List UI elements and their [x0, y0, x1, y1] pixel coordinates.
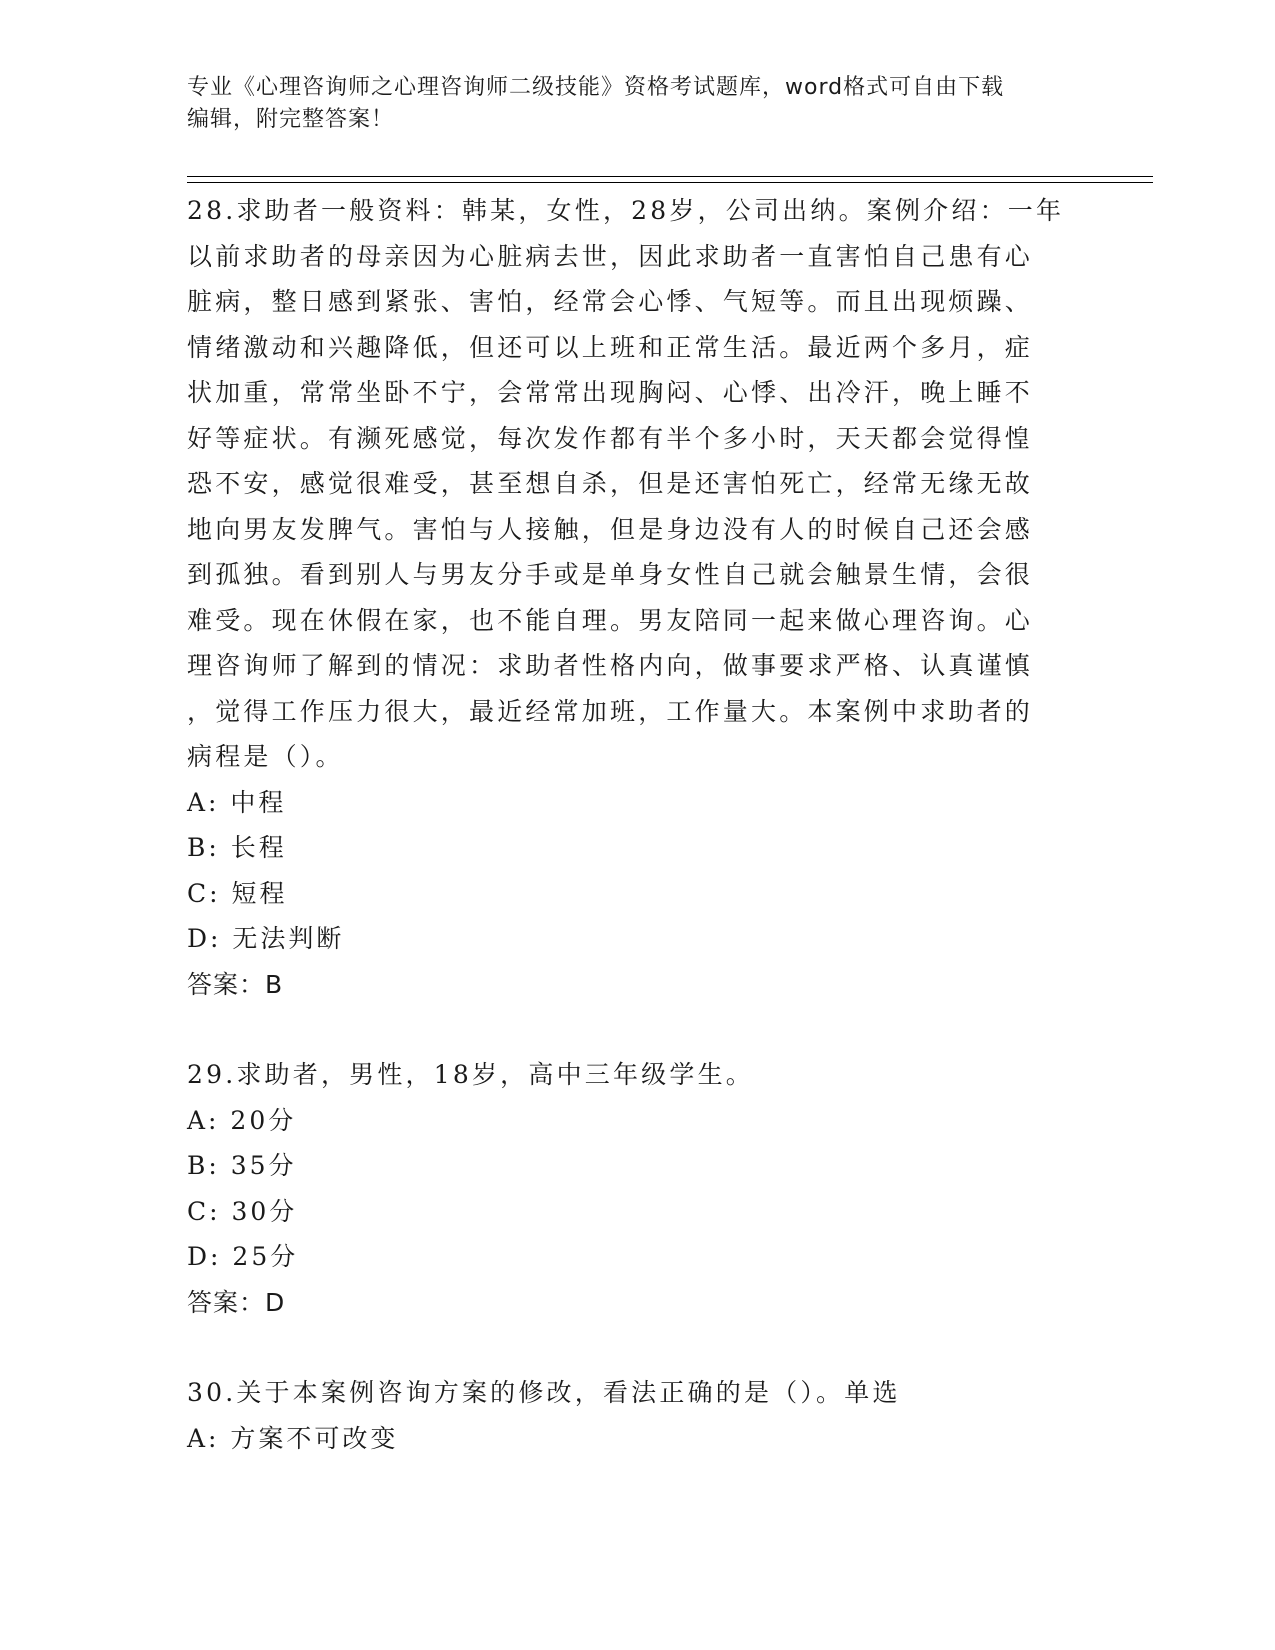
question-line: 30.关于本案例咨询方案的修改，看法正确的是（）。单选	[187, 1378, 901, 1407]
document-header	[187, 72, 1067, 136]
question-text	[187, 1052, 1067, 1098]
question-line: 28.求助者一般资料：韩某，女性，28岁，公司出纳。案例介绍：一年	[187, 196, 1065, 225]
option-a: A: 中程	[187, 787, 287, 817]
option-c: C: 短程	[187, 878, 288, 908]
question-line: 理咨询师了解到的情况：求助者性格内向，做事要求严格、认真谨慎	[187, 651, 1034, 680]
question-line: 恐不安，感觉很难受，甚至想自杀，但是还害怕死亡，经常无缘无故	[187, 469, 1034, 498]
option-d: D: 25分	[187, 1242, 299, 1271]
question-30	[187, 1370, 1087, 1461]
spacer	[187, 1007, 1087, 1052]
question-text	[187, 188, 1067, 780]
question-line: 情绪激动和兴趣降低，但还可以上班和正常生活。最近两个多月，症	[187, 332, 1034, 362]
header-line-1: 专业《心理咨询师之心理咨询师二级技能》资格考试题库，word格式可自由下载	[187, 75, 1005, 100]
question-29	[187, 1052, 1087, 1325]
question-list	[187, 188, 1087, 1461]
question-line: 以前求助者的母亲因为心脏病去世，因此求助者一直害怕自己患有心	[187, 241, 1034, 271]
option-b: B: 长程	[187, 833, 287, 862]
header-rule-bottom	[187, 182, 1153, 183]
question-text	[187, 1370, 1067, 1416]
question-line: 病程是（）。	[187, 742, 344, 771]
option-d: D: 无法判断	[187, 924, 345, 953]
question-line: 难受。现在休假在家，也不能自理。男友陪同一起来做心理咨询。心	[187, 605, 1034, 635]
spacer	[187, 1325, 1087, 1370]
answer-text: 答案：D	[187, 1287, 286, 1317]
question-line: ，觉得工作压力很大，最近经常加班，工作量大。本案例中求助者的	[187, 696, 1034, 726]
question-line: 状加重，常常坐卧不宁，会常常出现胸闷、心悸、出冷汗，晚上睡不	[187, 378, 1034, 407]
question-line: 29.求助者，男性，18岁，高中三年级学生。	[187, 1060, 754, 1089]
header-line-2: 编辑，附完整答案！	[187, 107, 395, 132]
question-28	[187, 188, 1087, 1007]
option-b: B: 35分	[187, 1151, 297, 1180]
question-line: 脏病，整日感到紧张、害怕，经常会心悸、气短等。而且出现烦躁、	[187, 287, 1034, 316]
question-line: 地向男友发脾气。害怕与人接触，但是身边没有人的时候自己还会感	[187, 514, 1034, 544]
option-c: C: 30分	[187, 1196, 298, 1226]
question-line: 到孤独。看到别人与男友分手或是单身女性自己就会触景生情，会很	[187, 560, 1034, 589]
answer-text: 答案：B	[187, 969, 284, 999]
header-rule-top	[187, 176, 1153, 177]
option-a: A: 20分	[187, 1105, 297, 1135]
question-line: 好等症状。有濒死感觉，每次发作都有半个多小时，天天都会觉得惶	[187, 423, 1034, 453]
option-a: A: 方案不可改变	[187, 1423, 399, 1453]
